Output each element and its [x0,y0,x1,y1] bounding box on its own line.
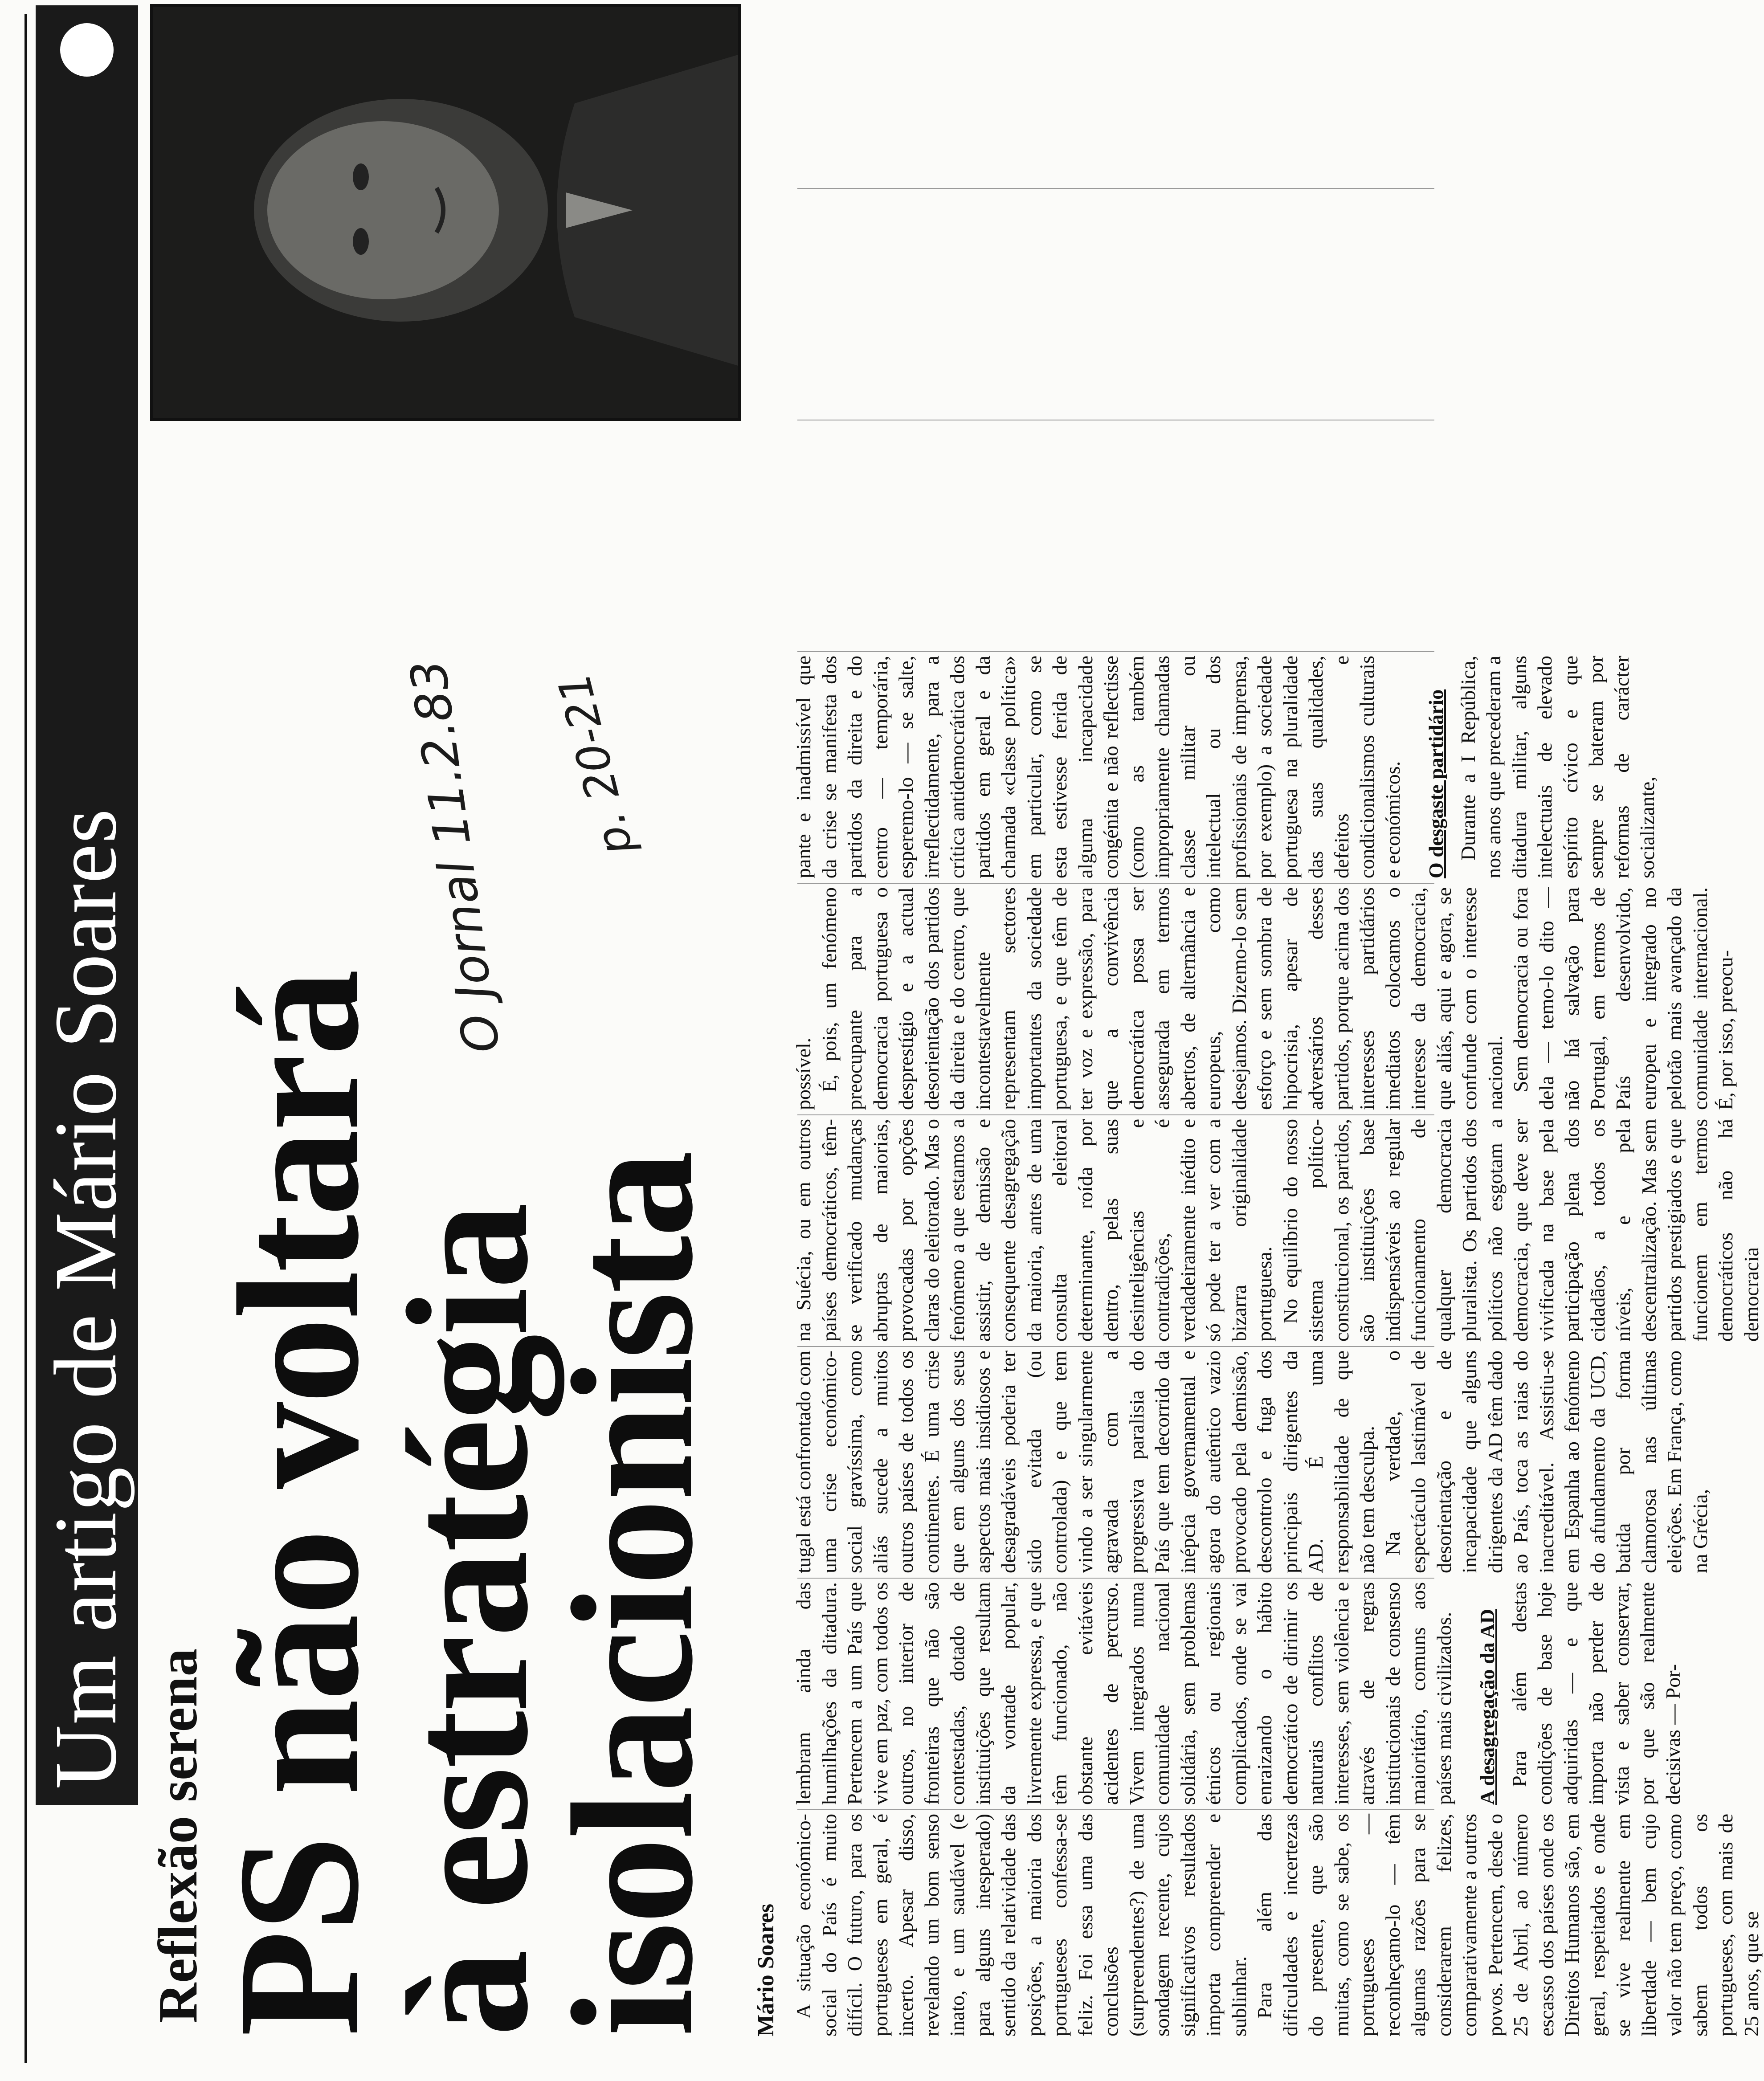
paragraph: Na verdade, o espectáculo lastimável de desorientação e de incapacidade que alguns dirigentes da AD têm dado ao País, toca as raias do inacreditável. Assistiu-se em Espanha ao fenómeno do afundamento da UCD, batida por forma clamorosa nas últimas eleições. Em França, como na Grécia, [1381,1351,1711,1573]
handwritten-date-note: O Jornal 11.2.83 [399,656,511,1057]
column-rule [797,1346,1434,1347]
byline: Mário Soares [753,1904,779,2036]
article-column-2 [791,1582,1684,1805]
paragraph: na Suécia, ou em outros países democráticos, têm-se verificado mudanças abruptas de maiorias, provocadas por opções claras do eleitorado. Mas o fenómeno a que estamos a assistir, de demissão e consequente desagregação da maioria, antes de uma consulta eleitoral determinante, roída por dentro, pelas suas desinteligências e contradições, é verdadeiramente inédito e só pode ter a ver com a bizarra originalidade portuguesa. [792,1119,1276,1342]
paragraph: Para além destas condições de base hoje adquiridas — e que importa não perder de vista e saber conservar, por que são realmente decisivas — Por- [1507,1582,1684,1805]
headline-line-1: PS não voltará [202,971,395,2036]
banner-title: Um artigo de Mário Soares [37,808,135,1789]
portrait-photo-icon [151,5,739,420]
column-rule [797,651,1434,652]
headline-line-2: à estratégia [372,1204,564,2036]
column-rule [797,1578,1434,1579]
column-rule [797,1809,1434,1810]
paragraph: lembram ainda das humilhações da ditadura. Pertencem a um País que vive em paz, com todos os outros, no interior de fronteiras que não são contestadas, dotado de instituições que resultam da vontade popular, livremente expressa, e que têm funcionado, não obstante evitáveis acidentes de percurso. Vivem integrados numa comunidade nacional solidária, sem problemas étnicos ou regionais complicados, onde se vai enraizando o hábito democrático de dirimir os naturais conflitos de interesses, sem violência e através de regras institucionais de consenso maioritário, comuns aos países mais civilizados. [792,1582,1455,1805]
author-portrait-photo [151,5,739,420]
headline-line-3: isolacionista [536,1152,729,2036]
paragraph: Para além das dificuldades e incertezas do presente, que são muitas, como se sabe, os portugueses — reconheçamo-lo — têm algumas razões para se considerarem felizes, comparativamente a outros povos. Pertencem, desde o 25 de Abril, ao número escasso dos países onde os Direitos Humanos são, em geral, respeitados e onde se vive realmente em liberdade — bem cujo valor não tem preço, como sabem todos os portugueses, com mais de 25 anos, que se [1253,1814,1763,2036]
subheading-ad: A desagregação da AD [1476,1609,1499,1805]
paragraph: tugal está confrontado com uma crise económico-social gravíssima, como aliás sucede a muitos outros países de todos os continentes. É uma crise que em alguns dos seus aspectos mais insidiosos e desagradáveis poderia ter sido evitada (ou controlada) e que tem vindo a ser singularmente agravada com a progressiva paralisia do País que tem decorrido da inépcia governamental e agora do autêntico vazio provocado pela demissão, descontrolo e fuga dos principais dirigentes da AD. É uma responsabilidade de que não tem desculpa. [792,1351,1378,1573]
kicker-label: Reflexão serena [147,1648,209,2023]
paragraph: pante e inadmissível que da crise se manifesta dos partidos da direita e do centro — temporária, esperemo-lo — se salte, irreflectidamente, para a crítica antidemocrática dos partidos em geral e da chamada «classe política» em particular, como se esta estivesse ferida de alguma incapacidade congénita e não reflectisse (como as também impropriamente chamadas classe militar ou intelectual ou dos profissionais de imprensa, por exemplo) a sociedade portuguesa na pluralidade das suas qualidades, defeitos e condicionalismos culturais e económicos. [792,656,1404,878]
paragraph: possível. [792,1037,815,1110]
article-column-1 [791,1814,1763,2036]
paragraph: Sem democracia ou fora dela — temo-lo dito — não há salvação para Portugal, em termos de País desenvolvido, europeu e integrado no pelotão mais avançado da comunidade internacional. É, por isso, preocu- [1509,887,1737,1110]
column-rule [797,1114,1434,1115]
article-column-5 [791,887,1737,1110]
handwritten-page-note: p. 20-21 [547,667,643,861]
paragraph: É, pois, um fenómeno preocupante para a democracia portuguesa o desprestígio e a actual desorientação dos partidos da direita e do centro, que incontestavelmente representam sectores importantes da sociedade portuguesa, e que têm de ter voz e expressão, para que a convivência democrática possa ser assegurada em termos abertos, de alternância e europeus, como desejamos. Dizemo-lo sem esforço e sem sombra de hipocrisia, apesar de adversários desses partidos, porque acima dos interesses partidários imediatos colocamos o interesse da democracia, que aliás, aqui e agora, se confunde com o interesse nacional. [817,887,1507,1110]
article-column-6 [791,656,1658,878]
column-rule [797,883,1434,884]
paragraph: No equilíbrio do nosso sistema político-constitucional, os partidos, são instituições base indispensáveis ao regular funcionamento de qualquer democracia pluralista. Os partidos dos políticos não esgotam a democracia, que deve ser vivificada na base pela participação plena dos cidadãos, a todos os níveis, e pela descentralização. Mas sem partidos prestigiados e que funcionem em termos democráticos não há democracia [1278,1119,1763,1342]
banner-dot-icon [60,23,114,77]
section-banner [36,5,138,1805]
article-column-4 [791,1119,1763,1342]
column-rule [797,188,1434,189]
subheading-desgaste: O desgaste partidário [1425,689,1447,878]
paragraph: Durante a I República, nos anos que precederam a ditadura militar, alguns intelectuais de elevado espírito cívico e que sempre se bateram por reformas de carácter socializante, [1456,656,1658,878]
article-column-3 [791,1351,1711,1573]
paragraph: A situação económico-social do País é muito difícil. O futuro, para os portugueses em geral, é incerto. Apesar disso, revelando um bom senso inato, e um saudável (e para alguns inesperado) sentido da relatividade das posições, a maioria dos portugueses confessa-se feliz. Foi essa uma das conclusões (surpreendentes?) de uma sondagem recente, cujos significativos resultados importa compreender e sublinhar. [792,1814,1250,2036]
top-rule [24,14,27,2063]
